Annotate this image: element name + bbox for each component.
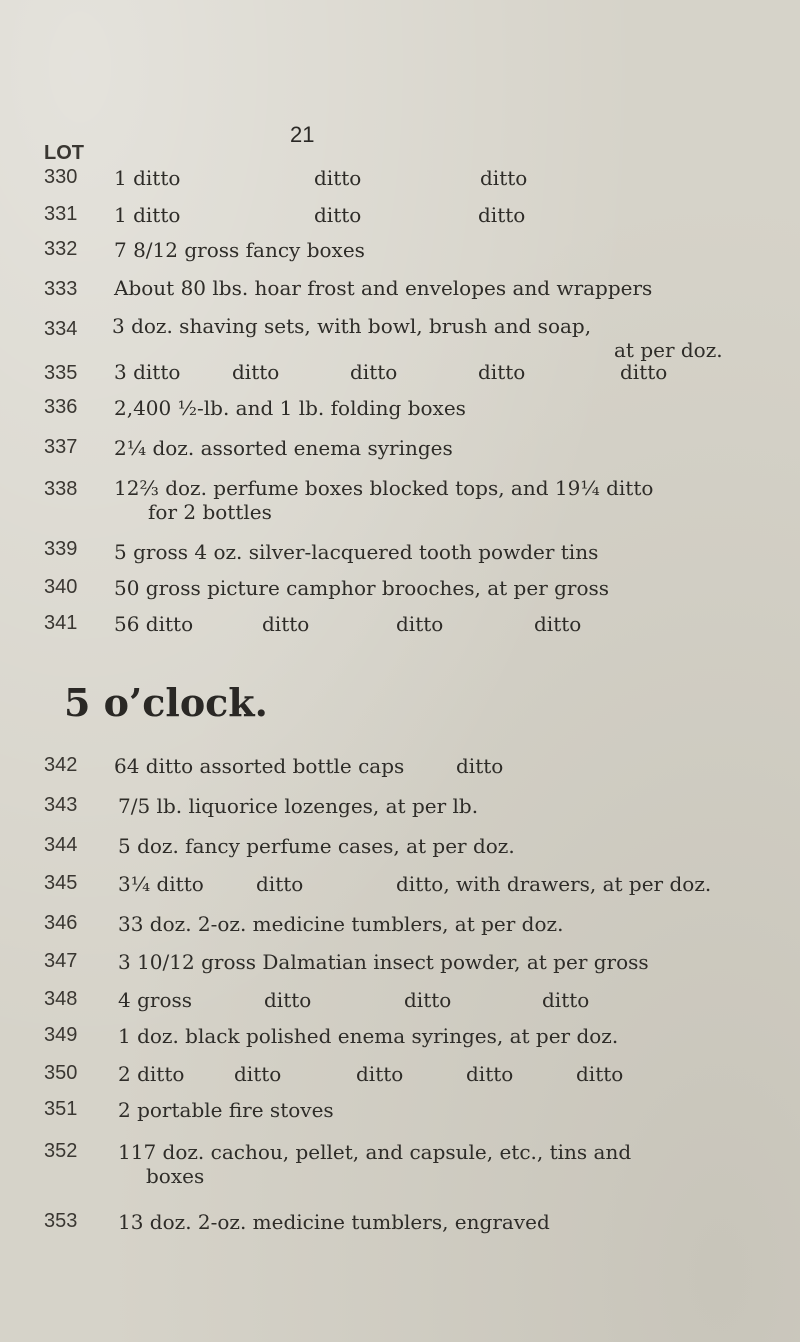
lot-text: 1 doz. black polished enema syringes, at per doz.: [118, 1024, 619, 1048]
lot-text: ditto: [256, 872, 304, 896]
lot-text: ditto: [620, 360, 668, 384]
lot-number: 336: [44, 396, 78, 418]
lot-text: 50 gross picture camphor brooches, at per gross: [114, 576, 610, 600]
lot-number: 344: [44, 834, 78, 856]
lot-text: ditto: [576, 1062, 624, 1086]
lot-number: 350: [44, 1062, 78, 1084]
lot-number: 348: [44, 988, 78, 1010]
lot-text: ditto: [456, 754, 504, 778]
lot-text: ditto: [264, 988, 312, 1012]
lot-number: 330: [44, 166, 78, 188]
lot-text: 1 ditto: [114, 203, 181, 227]
lot-text: ditto: [480, 166, 528, 190]
lot-text: 5 gross 4 oz. silver-lacquered tooth powder tins: [114, 540, 599, 564]
lot-number: 339: [44, 538, 78, 560]
lot-number: 332: [44, 238, 78, 260]
lot-text: ditto: [478, 360, 526, 384]
lot-text: 33 doz. 2-oz. medicine tumblers, at per doz.: [118, 912, 564, 936]
lot-number: 335: [44, 362, 78, 384]
lot-text: ditto: [542, 988, 590, 1012]
lot-number: 341: [44, 612, 78, 634]
lot-text: ditto: [350, 360, 398, 384]
lot-text: 117 doz. cachou, pellet, and capsule, etc., tins and: [118, 1140, 632, 1164]
lot-text: ditto: [356, 1062, 404, 1086]
lot-text: 3¼ ditto: [118, 872, 204, 896]
lot-number: 331: [44, 203, 78, 225]
lot-number: 334: [44, 318, 78, 340]
lot-text: 12⅔ doz. perfume boxes blocked tops, and 19¼ ditto: [114, 476, 654, 500]
lot-text-continuation: boxes: [146, 1164, 205, 1188]
lot-text: ditto, with drawers, at per doz.: [396, 872, 712, 896]
lot-text: 56 ditto: [114, 612, 194, 636]
lot-text: About 80 lbs. hoar frost and envelopes and wrappers: [114, 276, 653, 300]
lot-number: 345: [44, 872, 78, 894]
lot-text: 2 portable fire stoves: [118, 1098, 334, 1122]
lot-text: 64 ditto assorted bottle caps: [114, 754, 405, 778]
lot-text: 7/5 lb. liquorice lozenges, at per lb.: [118, 794, 479, 818]
lot-text: ditto: [314, 203, 362, 227]
lot-text: 3 doz. shaving sets, with bowl, brush and soap,: [112, 314, 592, 338]
lot-text: 5 doz. fancy perfume cases, at per doz.: [118, 834, 515, 858]
lot-number: 342: [44, 754, 78, 776]
lot-text: 3 10/12 gross Dalmatian insect powder, at per gross: [118, 950, 649, 974]
lot-text-continuation: at per doz.: [614, 338, 723, 362]
lot-number: 338: [44, 478, 78, 500]
lot-text: ditto: [404, 988, 452, 1012]
lot-text: 13 doz. 2-oz. medicine tumblers, engraved: [118, 1210, 550, 1234]
lot-number: 340: [44, 576, 78, 598]
lot-number: 351: [44, 1098, 78, 1120]
lot-text: 1 ditto: [114, 166, 181, 190]
lot-text: 2 ditto: [118, 1062, 185, 1086]
lot-number: 353: [44, 1210, 78, 1232]
lot-number: 347: [44, 950, 78, 972]
lot-text: 2¼ doz. assorted enema syringes: [114, 436, 453, 460]
lot-text: ditto: [232, 360, 280, 384]
lot-text: ditto: [262, 612, 310, 636]
lot-number: 343: [44, 794, 78, 816]
lot-text: 3 ditto: [114, 360, 181, 384]
lot-text: ditto: [466, 1062, 514, 1086]
lot-text: ditto: [534, 612, 582, 636]
lot-number: 333: [44, 278, 78, 300]
lot-text: ditto: [234, 1062, 282, 1086]
section-heading: 5 o’clock.: [64, 680, 268, 725]
lot-text: ditto: [396, 612, 444, 636]
lot-text: ditto: [314, 166, 362, 190]
lot-text: 7 8/12 gross fancy boxes: [114, 238, 365, 262]
lot-text-continuation: for 2 bottles: [148, 500, 272, 524]
page-number: 21: [290, 122, 315, 147]
lot-number: 349: [44, 1024, 78, 1046]
lot-text: 4 gross: [118, 988, 193, 1012]
lot-text: 2,400 ½-lb. and 1 lb. folding boxes: [114, 396, 466, 420]
lot-header: LOT: [44, 142, 84, 164]
lot-number: 346: [44, 912, 78, 934]
lot-number: 352: [44, 1140, 78, 1162]
lot-text: ditto: [478, 203, 526, 227]
lot-number: 337: [44, 436, 78, 458]
